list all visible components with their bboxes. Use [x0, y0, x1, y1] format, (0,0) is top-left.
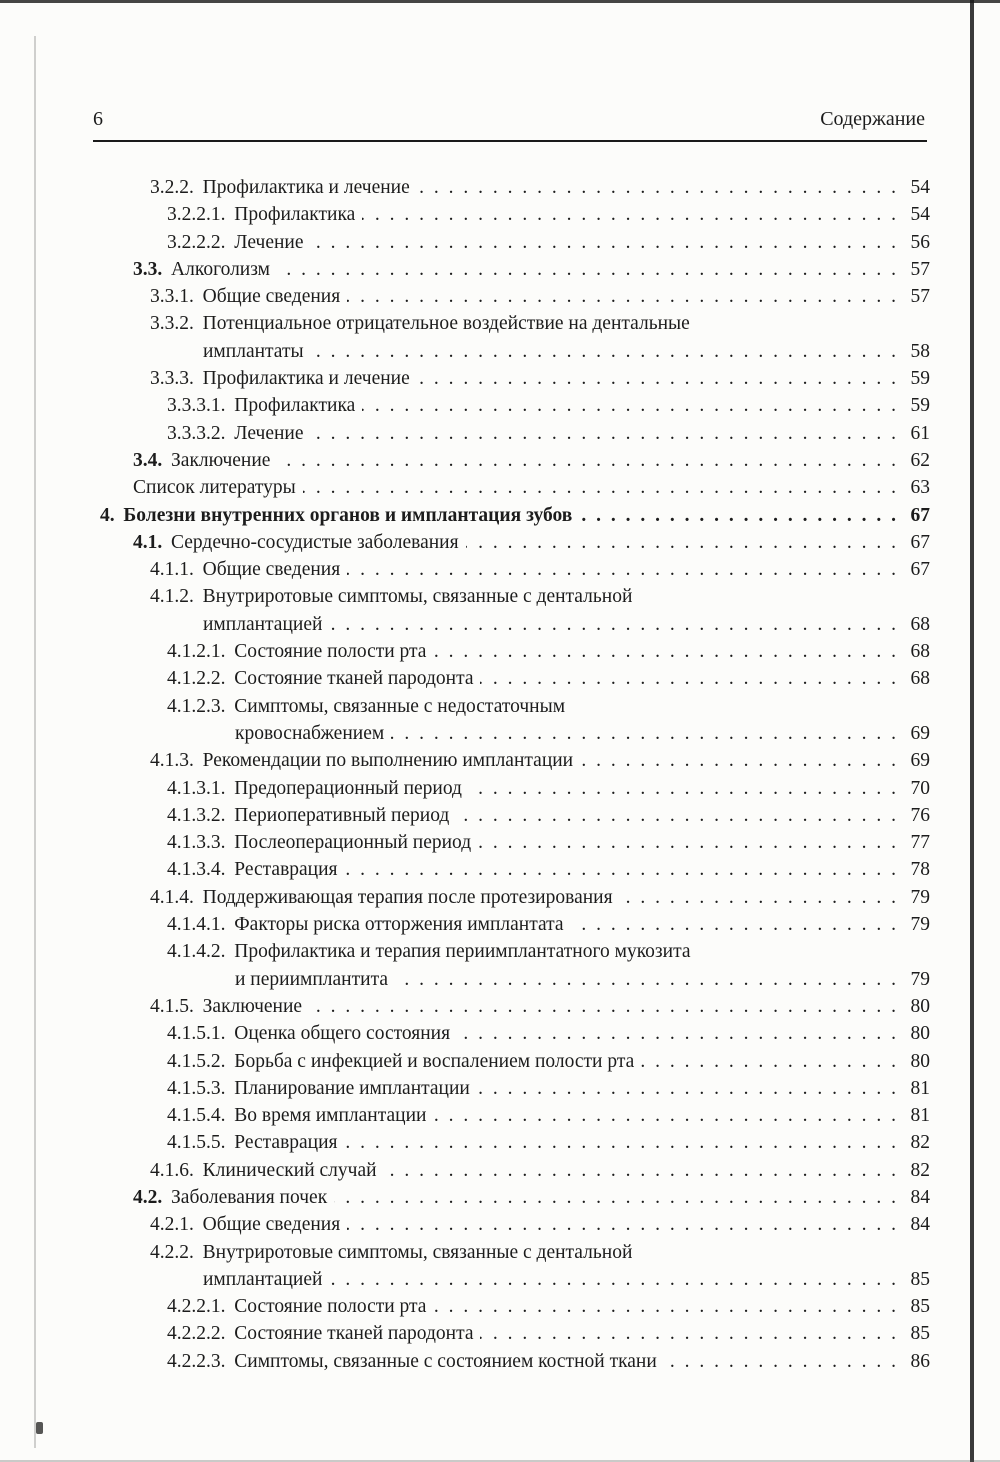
toc-entry-title: и периимплантита: [235, 968, 388, 990]
toc-entry: [100, 256, 930, 283]
toc-entry-wrapped-lines: [167, 938, 930, 965]
toc-entry: [100, 1348, 930, 1375]
toc-entry-number: 4.1.2.2.: [167, 668, 226, 690]
toc-entry-line: [150, 583, 930, 610]
toc-entry: [100, 1184, 930, 1211]
toc-entry-title: Лечение: [234, 422, 304, 444]
toc-entry: [100, 583, 930, 638]
toc-entry-wrapped-lines: [150, 1239, 930, 1266]
dot-leader: [433, 1102, 896, 1129]
dot-leader: [469, 775, 896, 802]
toc-entry-page: 61: [910, 422, 930, 444]
dot-leader: [620, 884, 896, 911]
toc-entry-page: 62: [910, 449, 930, 471]
toc-entry: [100, 1239, 930, 1294]
toc-entry-line: [167, 229, 930, 256]
toc-entry: [100, 693, 930, 748]
toc-entry: [100, 474, 930, 501]
toc-entry-number: 3.4.: [133, 449, 163, 471]
toc-entry-page: 54: [910, 177, 930, 198]
toc-entry: [100, 174, 930, 201]
toc-entry-page: 86: [910, 1350, 930, 1372]
dot-leader: [580, 747, 896, 774]
toc-entry-number: 4.1.4.1.: [167, 914, 226, 936]
dot-leader: [345, 1129, 896, 1156]
toc-entry-title: Факторы риска отторжения имплантата: [234, 914, 564, 936]
toc-entry-number: 4.1.2.1.: [167, 641, 226, 663]
dot-leader: [329, 1266, 896, 1293]
toc-entry-line: [167, 1048, 930, 1075]
toc-entry-line: [167, 1102, 930, 1129]
toc-entry: [100, 938, 930, 993]
toc-entry-page: 68: [910, 668, 930, 690]
dot-leader: [303, 474, 896, 501]
toc-entry-wrapped-lines: [167, 693, 930, 720]
toc-entry-title: Симптомы, связанные с недостаточным: [234, 695, 566, 717]
toc-entry-number: 3.3.1.: [150, 286, 194, 308]
toc-entry-title: Профилактика и терапия периимплантатного мукозита: [234, 941, 691, 963]
toc-entry-number: 3.2.2.1.: [167, 204, 226, 226]
toc-entry-title: Клинический случай: [202, 1159, 377, 1181]
toc-entry-page: 79: [910, 968, 930, 990]
toc-entry-page: 80: [910, 995, 930, 1017]
dot-leader: [311, 420, 896, 447]
toc-entry-line: [150, 884, 930, 911]
toc-entry-title: Планирование имплантации: [234, 1077, 470, 1099]
dot-leader: [345, 856, 896, 883]
toc-entry-line: [150, 1211, 930, 1238]
dot-leader: [309, 993, 896, 1020]
dot-leader: [571, 911, 896, 938]
toc-entry-line: [150, 338, 930, 365]
toc-entry-number: 4.1.3.1.: [167, 777, 226, 799]
scan-artifact-right-edge: [970, 0, 974, 1462]
toc-entry-page: 57: [910, 258, 930, 280]
toc-entry-title: имплантацией: [203, 613, 323, 635]
toc-entry-line: [150, 993, 930, 1020]
toc-entry-line: [167, 1348, 930, 1375]
toc-entry-line: [167, 420, 930, 447]
toc-entry: [100, 283, 930, 310]
toc-entry: [100, 884, 930, 911]
dot-leader: [384, 1157, 896, 1184]
toc-entry-title: Состояние полости рта: [234, 641, 427, 663]
toc-entry-line: [167, 966, 930, 993]
dot-leader: [579, 502, 896, 529]
toc-entry-number: 4.1.5.5.: [167, 1132, 226, 1154]
toc-entry-title: кровоснабжением: [235, 722, 385, 744]
toc-entry: [100, 638, 930, 665]
dot-leader: [362, 392, 896, 419]
dot-leader: [480, 665, 896, 692]
toc-entry-line: [167, 1020, 930, 1047]
toc-entry-title: Оценка общего состояния: [234, 1023, 451, 1045]
toc-entry: [100, 392, 930, 419]
toc-entry-page: 84: [910, 1214, 930, 1236]
dot-leader: [334, 1184, 896, 1211]
toc-entry-page: 82: [910, 1132, 930, 1154]
toc-entry-line: [167, 201, 930, 228]
table-of-contents: [100, 174, 930, 1375]
toc-entry-page: 59: [910, 368, 930, 390]
toc-entry: [100, 1320, 930, 1347]
toc-entry-page: 85: [910, 1323, 930, 1345]
toc-entry-number: 4.1.3.3.: [167, 832, 226, 854]
toc-entry-line: [167, 911, 930, 938]
toc-entry-number: 3.3.3.2.: [167, 422, 226, 444]
toc-entry-number: 4.1.5.: [150, 995, 194, 1017]
toc-entry: [100, 529, 930, 556]
toc-entry-wrapped-lines: [150, 583, 930, 610]
toc-entry-number: 4.1.5.4.: [167, 1105, 226, 1127]
toc-entry-number: 4.2.2.3.: [167, 1350, 226, 1372]
page-number: 6: [93, 108, 103, 130]
toc-entry-number: 4.1.: [133, 531, 163, 553]
toc-entry-title: Внутриротовые симптомы, связанные с дентальной: [202, 586, 633, 608]
toc-entry-number: 4.1.1.: [150, 559, 194, 581]
toc-entry: [100, 1129, 930, 1156]
toc-entry-line: [167, 829, 930, 856]
toc-entry-title: Заключение: [171, 449, 271, 471]
toc-entry-line: [150, 1239, 930, 1266]
toc-entry-title: Профилактика и лечение: [202, 368, 410, 390]
scan-artifact-top-edge: [0, 0, 1000, 3]
toc-entry-title: Профилактика и лечение: [202, 177, 410, 198]
toc-entry-title: Рекомендации по выполнению имплантации: [202, 750, 574, 772]
dot-leader: [664, 1348, 896, 1375]
toc-entry-page: 54: [910, 204, 930, 226]
toc-entry-line: [150, 1157, 930, 1184]
toc-entry-title: Общие сведения: [202, 286, 341, 308]
toc-entry-line: [150, 310, 930, 337]
toc-entry-number: 3.2.2.2.: [167, 231, 226, 253]
page-header: [93, 108, 925, 131]
toc-entry-line: [167, 1320, 930, 1347]
toc-entry-line: [133, 474, 930, 501]
toc-entry-title: имплантаты: [203, 340, 304, 362]
dot-leader: [456, 802, 896, 829]
toc-entry-line: [167, 665, 930, 692]
toc-entry-page: 80: [910, 1023, 930, 1045]
toc-entry-page: 76: [910, 804, 930, 826]
toc-entry-line: [150, 1266, 930, 1293]
toc-entry: [100, 310, 930, 365]
toc-entry: [100, 447, 930, 474]
toc-entry-line: [167, 775, 930, 802]
toc-entry-line: [150, 556, 930, 583]
toc-entry-page: 80: [910, 1050, 930, 1072]
toc-entry-line: [167, 802, 930, 829]
toc-entry-title: Потенциальное отрицательное воздействие на дентальные: [202, 313, 690, 335]
toc-entry-line: [167, 1075, 930, 1102]
toc-entry-title: Список литературы: [133, 477, 296, 499]
scan-artifact-left-edge: [34, 36, 36, 1448]
toc-entry: [100, 229, 930, 256]
toc-entry-title: Общие сведения: [202, 559, 341, 581]
toc-entry-number: 3.2.2.: [150, 177, 194, 198]
toc-entry-line: [150, 283, 930, 310]
toc-entry: [100, 1157, 930, 1184]
dot-leader: [417, 174, 896, 201]
toc-entry-title: Алкоголизм: [171, 258, 271, 280]
toc-entry-number: 3.3.: [133, 258, 163, 280]
toc-entry-line: [167, 1129, 930, 1156]
toc-entry-wrapped-lines: [150, 310, 930, 337]
toc-entry-line: [133, 447, 930, 474]
toc-entry-number: 3.3.3.1.: [167, 395, 226, 417]
dot-leader: [347, 1211, 896, 1238]
dot-leader: [477, 1075, 896, 1102]
toc-entry-title: Сердечно-сосудистые заболевания: [171, 531, 459, 553]
toc-entry: [100, 1102, 930, 1129]
toc-entry-page: 59: [910, 395, 930, 417]
toc-entry-page: 67: [910, 504, 930, 526]
toc-entry: [100, 829, 930, 856]
toc-entry: [100, 420, 930, 447]
toc-entry-number: 4.1.5.2.: [167, 1050, 226, 1072]
toc-entry: [100, 1075, 930, 1102]
dot-leader: [480, 1320, 896, 1347]
toc-entry-title: Реставрация: [234, 1132, 338, 1154]
toc-entry-title: Поддерживающая терапия после протезирования: [202, 886, 613, 908]
toc-entry-line: [167, 720, 930, 747]
toc-entry-title: Во время имплантации: [234, 1105, 427, 1127]
toc-entry: [100, 993, 930, 1020]
toc-entry-title: Периоперативный период: [234, 804, 450, 826]
toc-entry-page: 79: [910, 886, 930, 908]
toc-entry-page: 68: [910, 641, 930, 663]
header-title: Содержание: [820, 108, 925, 130]
toc-entry-line: [133, 256, 930, 283]
dot-leader: [329, 611, 896, 638]
toc-entry-line: [167, 392, 930, 419]
dot-leader: [395, 966, 896, 993]
toc-entry-number: 4.1.4.2.: [167, 941, 226, 963]
toc-entry-page: 69: [910, 750, 930, 772]
toc-entry-line: [150, 611, 930, 638]
toc-entry-title: Заключение: [202, 995, 303, 1017]
dot-leader: [478, 829, 896, 856]
dot-leader: [417, 365, 896, 392]
toc-entry-title: Заболевания почек: [171, 1186, 328, 1208]
toc-entry-page: 58: [910, 340, 930, 362]
header-rule: [93, 140, 927, 142]
toc-entry-number: 4.2.: [133, 1186, 163, 1208]
toc-entry-page: 78: [910, 859, 930, 881]
toc-entry-page: 77: [910, 832, 930, 854]
dot-leader: [433, 638, 896, 665]
toc-entry-line: [167, 856, 930, 883]
toc-entry-number: 4.1.3.: [150, 750, 194, 772]
toc-entry: [100, 665, 930, 692]
toc-entry-title: Борьба с инфекцией и воспалением полости рта: [234, 1050, 635, 1072]
toc-entry-number: 4.1.6.: [150, 1159, 194, 1181]
toc-entry: [100, 1211, 930, 1238]
toc-entry-title: Профилактика: [234, 204, 356, 226]
toc-entry-title: Послеоперационный период: [234, 832, 472, 854]
toc-entry: [100, 775, 930, 802]
toc-entry-page: 85: [910, 1268, 930, 1290]
toc-entry-title: имплантацией: [203, 1268, 323, 1290]
toc-entry-number: 4.2.1.: [150, 1214, 194, 1236]
toc-entry-title: Профилактика: [234, 395, 356, 417]
toc-entry-number: 4.2.2.2.: [167, 1323, 226, 1345]
toc-entry-title: Состояние тканей пародонта: [234, 668, 474, 690]
toc-entry-line: [133, 1184, 930, 1211]
toc-entry: [100, 365, 930, 392]
toc-entry-number: 4.: [100, 504, 115, 526]
toc-entry-page: 81: [910, 1105, 930, 1127]
toc-entry-title: Общие сведения: [202, 1214, 341, 1236]
toc-entry-page: 70: [910, 777, 930, 799]
toc-entry-number: 4.1.4.: [150, 886, 194, 908]
toc-entry-title: Лечение: [234, 231, 304, 253]
toc-entry-number: 4.1.5.3.: [167, 1077, 226, 1099]
toc-entry: [100, 502, 930, 529]
toc-entry-number: 4.1.2.3.: [167, 695, 226, 717]
toc-entry-number: 3.3.2.: [150, 313, 194, 335]
toc-entry-line: [150, 747, 930, 774]
dot-leader: [466, 529, 896, 556]
toc-entry-line: [167, 638, 930, 665]
toc-entry: [100, 856, 930, 883]
toc-entry: [100, 1048, 930, 1075]
dot-leader: [277, 256, 896, 283]
toc-entry-page: 85: [910, 1296, 930, 1318]
toc-entry-number: 4.1.3.4.: [167, 859, 226, 881]
dot-leader: [433, 1293, 896, 1320]
dot-leader: [641, 1048, 896, 1075]
dot-leader: [457, 1020, 896, 1047]
dot-leader: [347, 556, 896, 583]
toc-entry-number: 4.1.2.: [150, 586, 194, 608]
toc-entry-title: Болезни внутренних органов и имплантация зубов: [123, 504, 573, 526]
toc-entry-page: 67: [910, 531, 930, 553]
toc-entry: [100, 911, 930, 938]
toc-entry-page: 69: [910, 722, 930, 744]
toc-entry-page: 67: [910, 559, 930, 581]
dot-leader: [362, 201, 896, 228]
toc-entry-line: [133, 529, 930, 556]
toc-entry: [100, 802, 930, 829]
toc-entry-page: 82: [910, 1159, 930, 1181]
toc-entry-number: 4.1.5.1.: [167, 1023, 226, 1045]
toc-entry-title: Симптомы, связанные с состоянием костной ткани: [234, 1350, 657, 1372]
toc-entry-line: [167, 938, 930, 965]
toc-entry-title: Внутриротовые симптомы, связанные с дентальной: [202, 1241, 633, 1263]
toc-entry-page: 79: [910, 914, 930, 936]
toc-entry-line: [167, 693, 930, 720]
toc-entry: [100, 1020, 930, 1047]
toc-entry-line: [150, 365, 930, 392]
toc-entry-page: 56: [910, 231, 930, 253]
toc-entry-title: Состояние тканей пародонта: [234, 1323, 474, 1345]
toc-entry-page: 57: [910, 286, 930, 308]
dot-leader: [277, 447, 896, 474]
toc-entry-number: 4.2.2.: [150, 1241, 194, 1263]
dot-leader: [311, 229, 896, 256]
toc-entry-page: 63: [910, 477, 930, 499]
toc-entry-page: 81: [910, 1077, 930, 1099]
toc-entry-page: 84: [910, 1186, 930, 1208]
toc-entry-number: 4.1.3.2.: [167, 804, 226, 826]
dot-leader: [311, 338, 896, 365]
toc-entry-page: 68: [910, 613, 930, 635]
dot-leader: [391, 720, 896, 747]
toc-entry-line: [150, 174, 930, 201]
toc-entry-line: [167, 1293, 930, 1320]
dot-leader: [347, 283, 896, 310]
toc-entry: [100, 201, 930, 228]
toc-entry-title: Предоперационный период: [234, 777, 462, 799]
toc-entry-number: 3.3.3.: [150, 368, 194, 390]
toc-entry-title: Реставрация: [234, 859, 338, 881]
scan-artifact-speck: [36, 1422, 43, 1434]
toc-entry-title: Состояние полости рта: [234, 1296, 427, 1318]
toc-entry-number: 4.2.2.1.: [167, 1296, 226, 1318]
toc-entry-line: [100, 502, 930, 529]
toc-entry: [100, 1293, 930, 1320]
toc-entry: [100, 556, 930, 583]
toc-entry: [100, 747, 930, 774]
